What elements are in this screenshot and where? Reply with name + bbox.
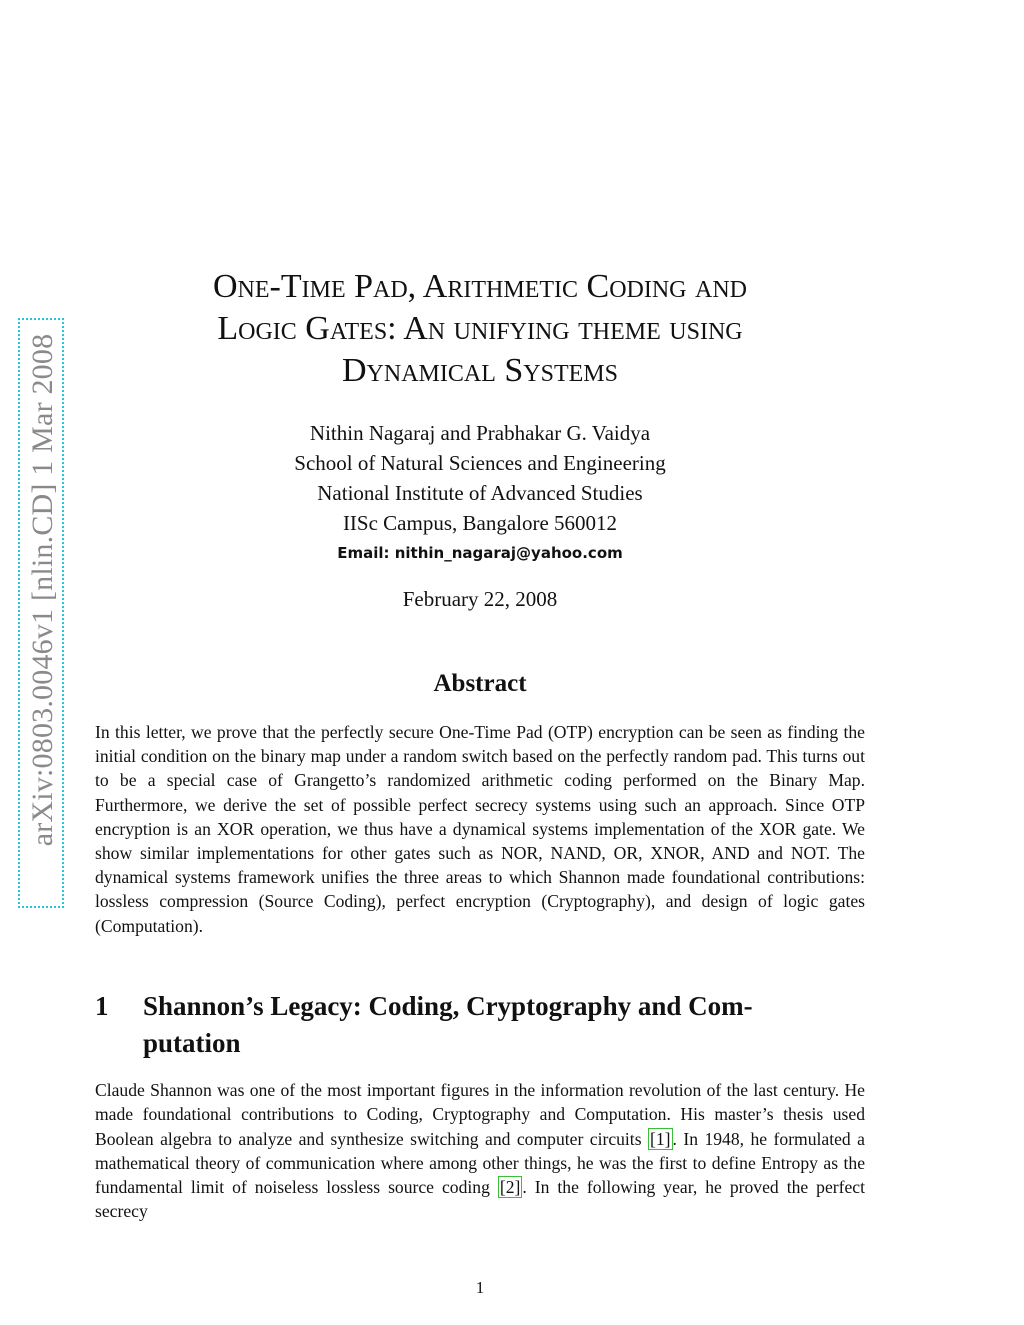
affiliation-school: School of Natural Sciences and Engineering [294,451,666,475]
section-1-heading [95,988,875,1062]
section-title-line-2: putation [143,1028,241,1058]
authors: Nithin Nagaraj and Prabhakar G. Vaidya [309,421,651,445]
title-line-3: Dynamical Systems [342,352,618,389]
affiliation-campus: IISc Campus, Bangalore 560012 [342,511,618,535]
paragraph-text-1: Claude Shannon was one of the most important figures in the information revolution of the last century. He made foundational contributions to Coding, Cryptography and Computation. His master’s thesis used Boolean algebra to analyze and synthesize switching and computer circuits [95,1080,865,1149]
paragraph-text-3: . In the following year, he proved the perfect secrecy [95,1177,866,1222]
affiliation-institute: National Institute of Advanced Studies [317,481,643,505]
section-title-line-1: Shannon’s Legacy: Coding, Cryptography and Com- [143,991,753,1021]
arxiv-identifier[interactable]: arXiv:0803.0046v1 [nlin.CD] 1 Mar 2008 [26,333,59,847]
author-block [95,418,865,568]
page-number: 1 [475,1278,485,1297]
abstract-text: In this letter, we prove that the perfectly secure One-Time Pad (OTP) encryption can be seen as finding the initial condition on the binary map under a random switch based on the perfectly random pad. This turns out to be a special case of Grangetto’s randomized arithmetic coding performed on the Binary Map. Furthermore, we derive the set of possible perfect secrecy systems using such an approach. Since OTP encryption is an XOR operation, we thus have a dynamical systems implementation of the XOR gate. We show similar implementations for other gates such as NOR, NAND, OR, XNOR, AND and NOT. The dynamical systems framework unifies the three areas to which Shannon made foundational contributions: lossless compression (Source Coding), perfect encryption (Cryptography), and design of logic gates (Computation). [95,722,865,936]
paper-date: February 22, 2008 [402,587,558,611]
citation-link-1[interactable]: [1] [650,1128,671,1149]
author-email[interactable]: Email: nithin_nagaraj@yahoo.com [337,544,623,562]
section-number: 1 [95,991,109,1021]
title-line-1: One-Time Pad, Arithmetic Coding and [212,268,748,305]
citation-link-2[interactable]: [2] [499,1177,521,1198]
abstract-heading: Abstract [433,670,527,697]
paragraph-text-2: . In 1948, he formulated a mathematical theory of communication where among other things, he was the first to define Entropy as the fundamental limit of noiseless lossless source coding [95,1128,865,1198]
section-1-paragraph [95,1078,865,1224]
paper-title [95,266,865,392]
title-line-2: Logic Gates: An unifying theme using [217,310,743,347]
